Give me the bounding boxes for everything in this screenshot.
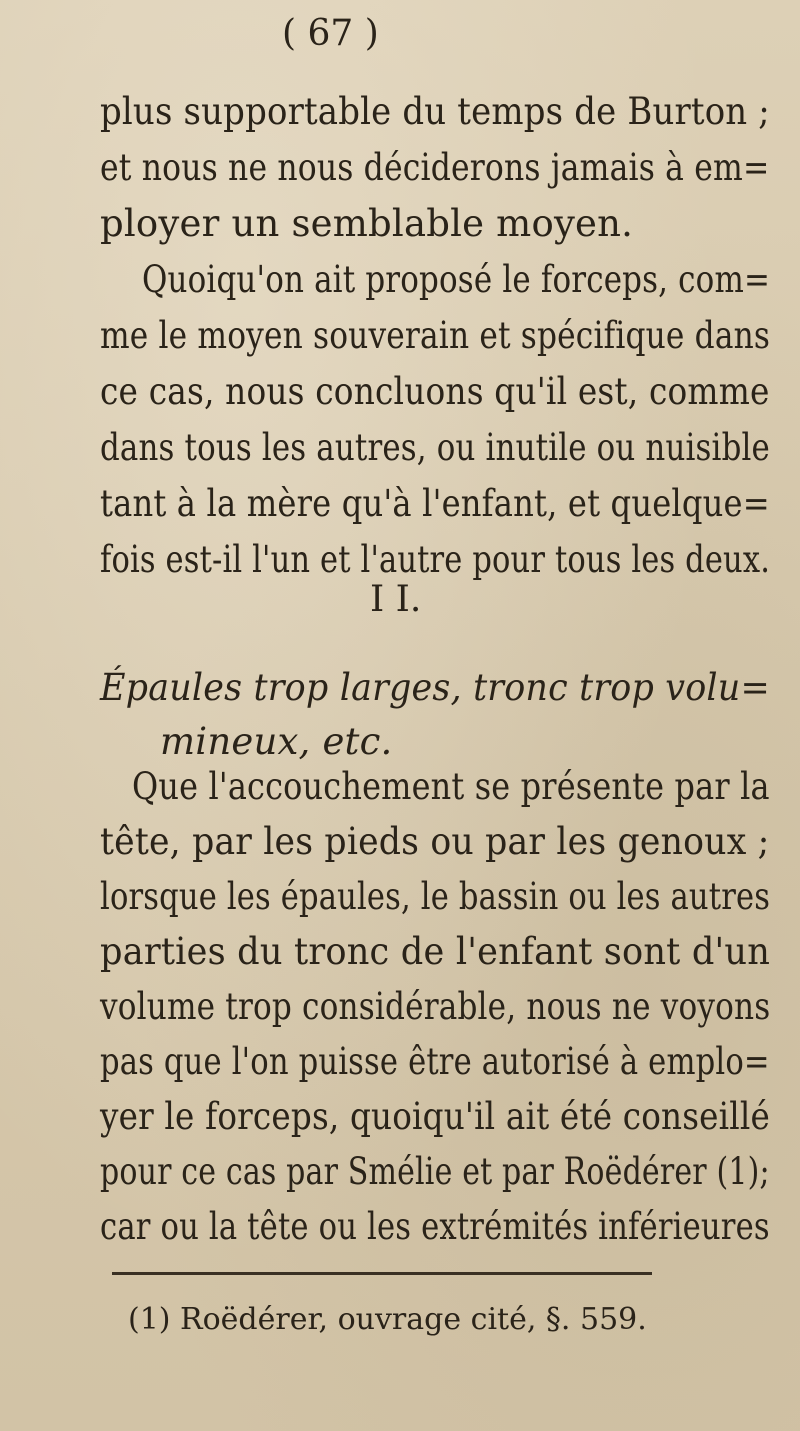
paragraph-first-line: Que l'accouchement se présente par la: [132, 765, 770, 808]
section-heading: Épaules trop larges, tronc trop volu=: [100, 666, 770, 709]
footnote: (1) Roëdérer, ouvrage cité, §. 559.: [128, 1302, 647, 1337]
text-line: yer le forceps, quoiqu'il ait été conseillé: [100, 1095, 770, 1138]
text-line: me le moyen souverain et spécifique dans: [100, 314, 771, 357]
text-line: fois est-il l'un et l'autre pour tous les deux.: [100, 538, 771, 581]
text-line: tête, par les pieds ou par les genoux ;: [100, 820, 770, 863]
text-line: tant à la mère qu'à l'enfant, et quelque=: [100, 482, 770, 525]
text-line: car ou la tête ou les extrémités inférieures: [100, 1205, 770, 1248]
text-line: parties du tronc de l'enfant sont d'un: [100, 930, 771, 973]
text-line: ployer un semblable moyen.: [100, 202, 634, 245]
section-number: I I.: [370, 579, 422, 620]
text-line: lorsque les épaules, le bassin ou les autres: [100, 875, 771, 918]
text-line: pas que l'on puisse être autorisé à emplo=: [100, 1040, 770, 1083]
text-line: volume trop considérable, nous ne voyons: [100, 985, 771, 1028]
text-line: plus supportable du temps de Burton ;: [100, 90, 770, 133]
page-number: ( 67 ): [282, 13, 379, 54]
paragraph-first-line: Quoiqu'on ait proposé le forceps, com=: [142, 258, 771, 301]
text-line: ce cas, nous concluons qu'il est, comme: [100, 370, 770, 413]
text-line: et nous ne nous déciderons jamais à em=: [100, 146, 770, 189]
text-line: dans tous les autres, ou inutile ou nuisible: [100, 426, 770, 469]
section-heading: mineux, etc.: [160, 720, 393, 763]
footnote-rule: [112, 1272, 652, 1275]
text-line: pour ce cas par Smélie et par Roëdérer (1);: [100, 1150, 770, 1193]
